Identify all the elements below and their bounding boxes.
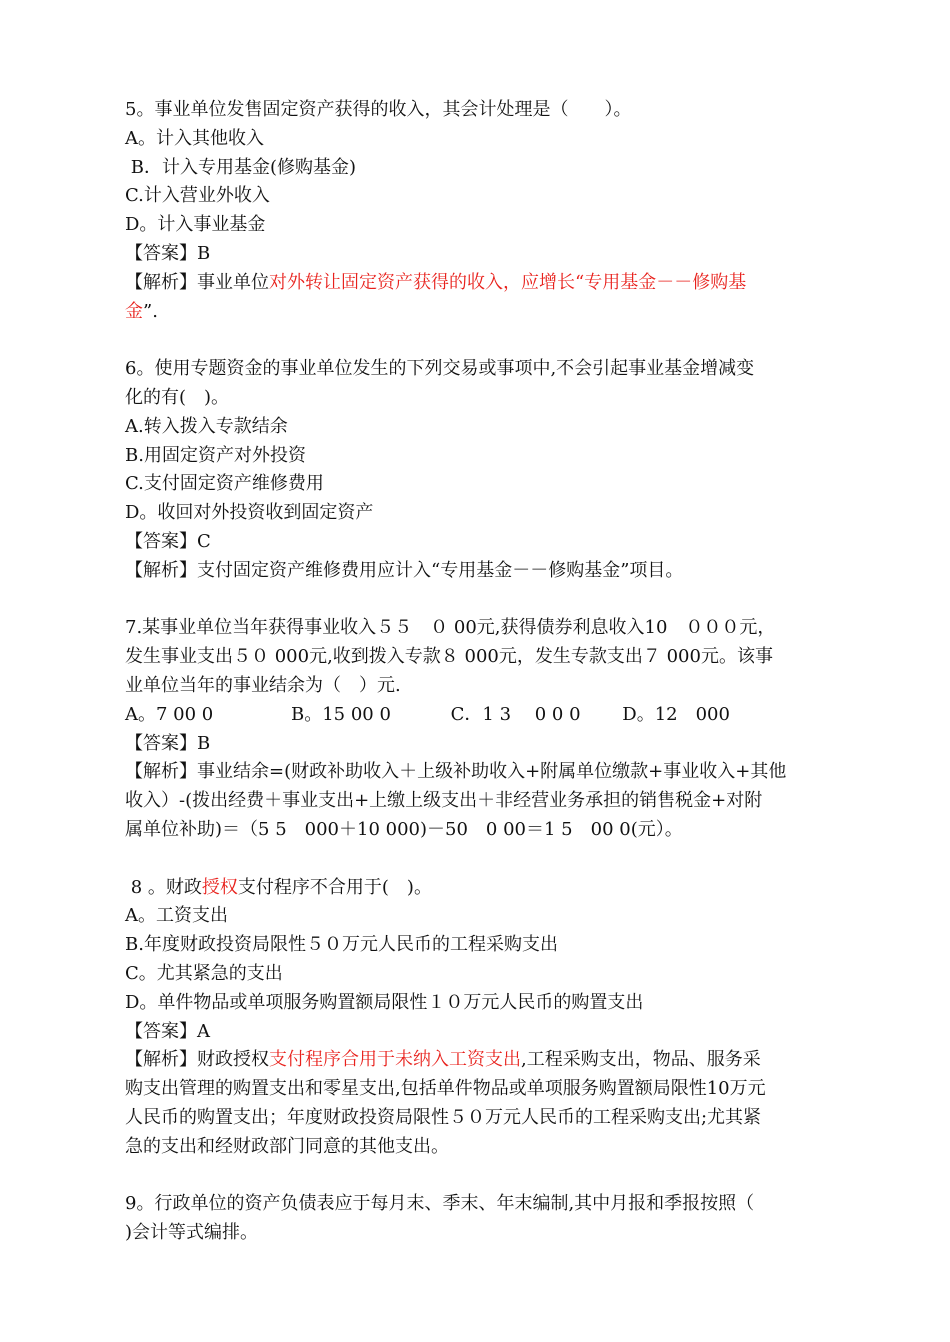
highlighted-text: 授权 [201, 876, 238, 898]
question-6-option-d: D。收回对外投资收到固定资产 [125, 502, 374, 524]
question-7-stem-line-1: 7.某事业单位当年获得事业收入５５ ０ 00元,获得债券利息收入10 ０００元， [125, 617, 776, 639]
question-9-stem-line-1: 9。行政单位的资产负债表应于每月末、季末、年末编制,其中月报和季报按照（ [125, 1193, 755, 1215]
question-8-option-a: A。工资支出 [125, 905, 228, 927]
question-8-stem [125, 874, 825, 903]
question-7-options: A。7 00 0 B。15 00 0 C．1 3 0 0 0 D。12 000 [125, 703, 730, 725]
question-7-answer: 【答案】B [125, 732, 211, 754]
question-5-option-c: C.计入营业外收入 [125, 185, 270, 207]
question-5-stem: 5。事业单位发售固定资产获得的收入，其会计处理是（ ）。 [125, 99, 632, 120]
question-9-stem-line-2: )会计等式编排。 [125, 1222, 259, 1244]
question-7-stem-line-3: 业单位当年的事业结余为（ ）元. [125, 674, 401, 696]
question-5-analysis-line-1 [125, 269, 825, 298]
question-7-analysis-line-3: 属单位补助)＝（5 5 000＋10 000)－50 0 00＝1 5 00 0(元）。 [125, 818, 683, 840]
highlighted-text: 金 [125, 300, 143, 322]
analysis-prefix: 【解析】事业单位 [125, 271, 269, 293]
question-8-analysis-line-4: 急的支出和经财政部门同意的其他支出。 [125, 1135, 449, 1157]
question-5-option-d: D。计入事业基金 [125, 214, 266, 236]
stem-suffix: 支付程序不合用于( )。 [237, 876, 432, 898]
question-6-stem-line-1: 6。使用专题资金的事业单位发生的下列交易或事项中,不会引起事业基金增减变 [125, 358, 755, 380]
question-8-option-c: C。尤其紧急的支出 [125, 962, 283, 984]
question-8-analysis-line-1 [125, 1046, 825, 1075]
analysis-prefix: 【解析】财政授权 [125, 1049, 269, 1071]
question-6-option-b: B.用固定资产对外投资 [125, 444, 306, 466]
stem-prefix: 8 。财政 [125, 876, 202, 898]
analysis-suffix: ,工程采购支出，物品、服务采 [521, 1049, 761, 1071]
paragraph-gap [125, 586, 825, 615]
highlighted-text: 支付程序合用于未纳入工资支出 [269, 1049, 521, 1071]
question-7-analysis-line-1: 【解析】事业结余=(财政补助收入＋上级补助收入+附属单位缴款+事业收入+其他 [125, 761, 787, 783]
question-8-option-d: D。单件物品或单项服务购置额局限性１０万元人民币的购置支出 [125, 991, 644, 1013]
question-8-analysis-line-2: 购支出管理的购置支出和零星支出,包括单件物品或单项服务购置额局限性10万元 [125, 1078, 766, 1100]
question-6-stem-line-2: 化的有( )。 [125, 386, 230, 408]
analysis-suffix: ”. [143, 300, 158, 322]
document-body [125, 96, 825, 1248]
question-6-option-c: C.支付固定资产维修费用 [125, 473, 324, 495]
question-8-option-b: B.年度财政投资局限性５０万元人民币的工程采购支出 [125, 934, 558, 956]
question-6-answer: 【答案】C [125, 530, 211, 552]
highlighted-text: 对外转让固定资产获得的收入，应增长“专用基金－－修购基 [269, 271, 747, 293]
question-5-option-a: A。计入其他收入 [125, 127, 264, 149]
paragraph-gap [125, 1161, 825, 1190]
paragraph-gap [125, 326, 825, 355]
question-7-analysis-line-2: 收入）-(拨出经费＋事业支出+上缴上级支出＋非经营业务承担的销售税金+对附 [125, 790, 763, 812]
question-8-answer: 【答案】A [125, 1020, 210, 1042]
question-7-stem-line-2: 发生事业支出５０ 000元,收到拨入专款８ 000元，发生专款支出７ 000元。该事 [125, 646, 773, 668]
paragraph-gap [125, 845, 825, 874]
question-8-analysis-line-3: 人民币的购置支出；年度财政投资局限性５０万元人民币的工程采购支出;尤其紧 [125, 1106, 762, 1128]
question-5-analysis-line-2 [125, 298, 825, 327]
question-5-answer: 【答案】B [125, 242, 211, 264]
question-6-analysis: 【解析】支付固定资产维修费用应计入“专用基金－－修购基金”项目。 [125, 559, 684, 581]
question-6-option-a: A.转入拨入专款结余 [125, 415, 288, 437]
question-5-option-b: B．计入专用基金(修购基金) [125, 156, 356, 178]
